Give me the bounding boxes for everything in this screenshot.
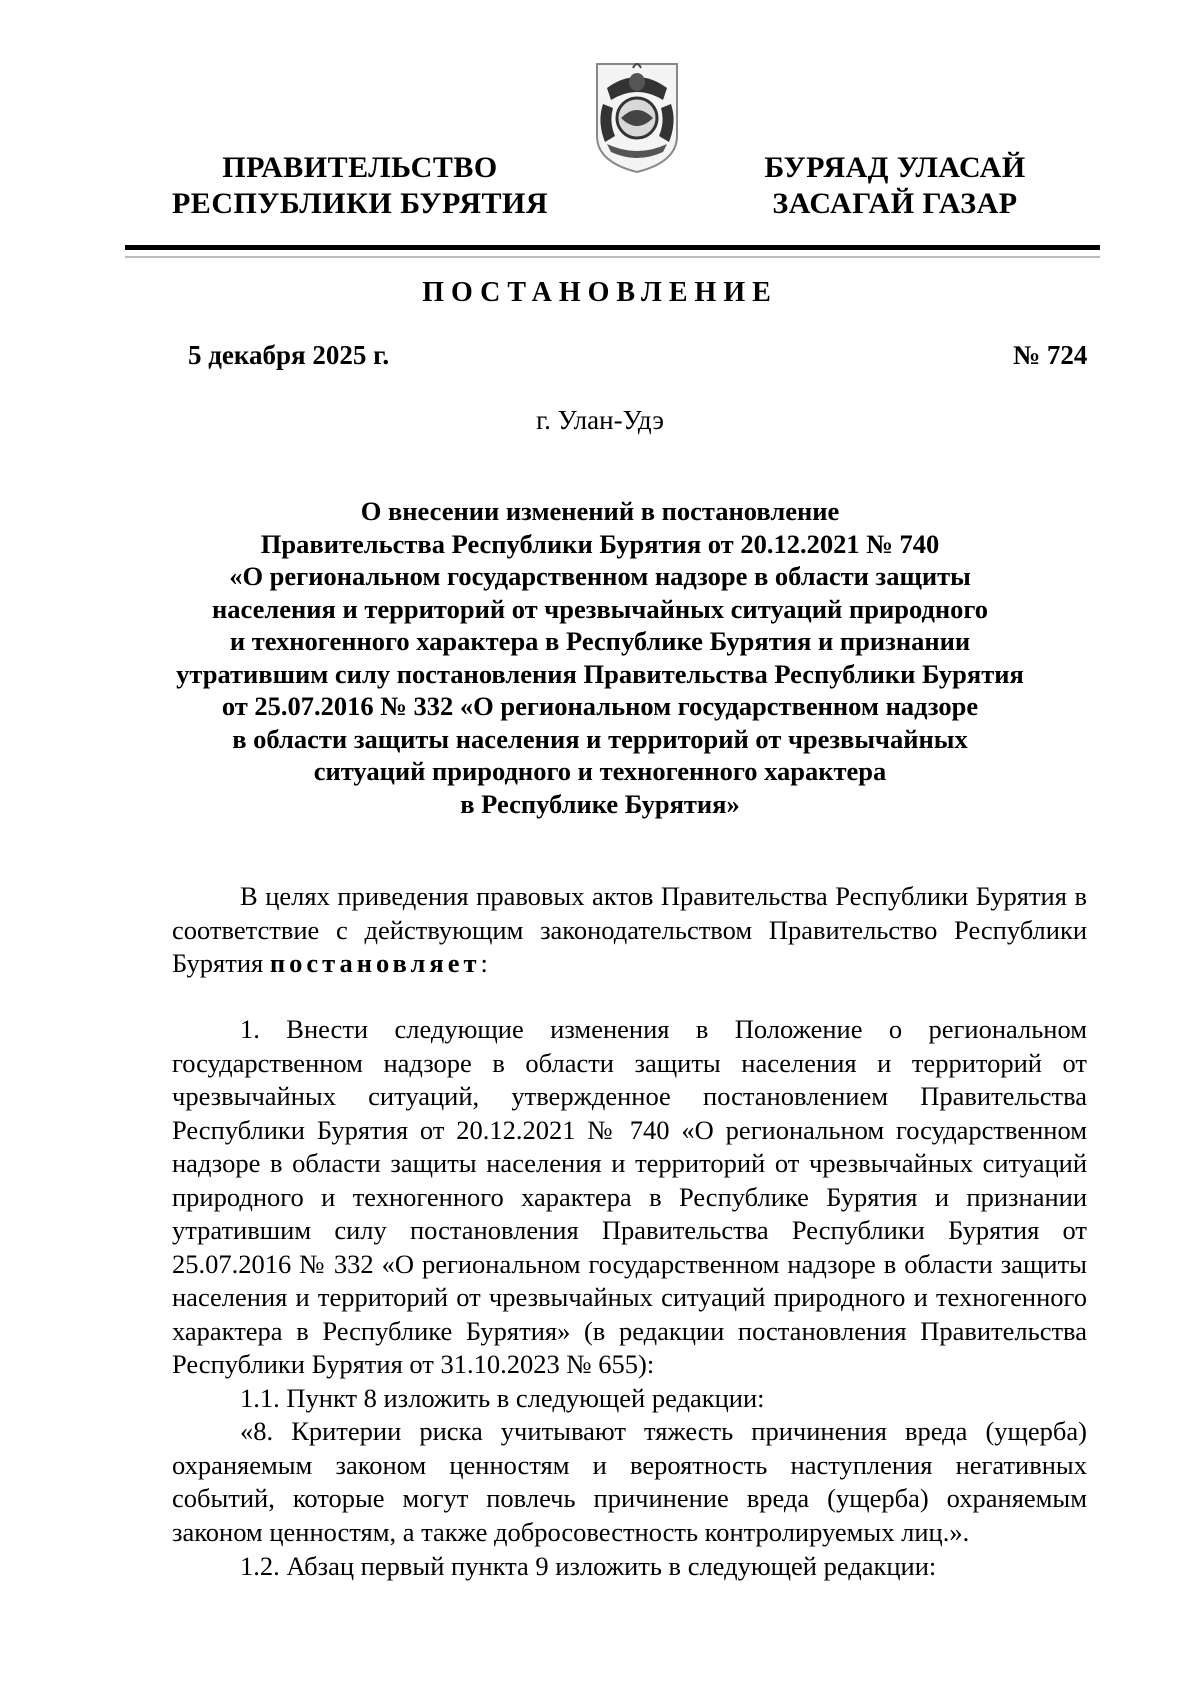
heading-line: в области защиты населения и территорий от чрезвычайных [232,723,968,754]
header-left-line1: ПРАВИТЕЛЬСТВО [222,151,498,184]
preamble-colon: : [480,948,488,978]
header-divider-thick [125,245,1100,250]
heading-line: и техногенного характера в Республике Бурятия и признании [229,626,971,656]
document-city: г. Улан-Удэ [536,405,664,435]
paragraph-1: 1. Внести следующие изменения в Положение о региональном государственном надзоре в области защиты населения и территорий от чрезвычайных ситуаций, утвержденное постановлением Правительства Республики Бурятия от 20.12.2021 № 740 «О региональном государственном надзоре в области защиты населения и территорий от чрезвычайных ситуаций природного и техногенного характера в Республике Бурятия и признании утратившим силу постановления Правительства Республики Бурятия от 25.07.2016 № 332 «О региональном государственном надзоре в области защиты населения и территорий от чрезвычайных ситуаций природного и техногенного характера в Республике Бурятия» (в редакции постановления Правительства Республики Бурятия от 31.10.2023 № 655): [172,1014,1087,1379]
heading-line: населения и территорий от чрезвычайных ситуаций природного [212,593,988,624]
document-number: № 724 [1013,340,1088,370]
coat-of-arms-icon [593,58,681,174]
paragraph-1-1-quote: «8. Критерии риска учитывают тяжесть причинения вреда (ущерба) охраняемым законом ценностям и вероятность наступления негативных событий, которые могут повлечь причинение вреда (ущерба) охраняемым законом ценностям, а также добросовестность контролируемых лиц.». [172,1416,1087,1547]
decree-word: постановляет [269,948,481,978]
heading-line: О внесении изменений в постановление [360,496,840,526]
heading-line: утратившим силу постановления Правительства Республики Бурятия [176,658,1024,689]
document-heading [140,495,1060,820]
heading-line: от 25.07.2016 № 332 «О региональном государственном надзоре [221,691,979,721]
header-right-line2: ЗАСАГАЙ ГАЗАР [772,187,1018,220]
heading-line: Правительства Республики Бурятия от 20.12.2021 № 740 [260,528,940,559]
preamble-paragraph [172,880,1087,981]
preamble-text: В целях приведения правовых актов Правительства Республики Бурятия в соответствие с действующим законодательством Правительство Республики Бурятия [172,881,1087,978]
header-left [160,150,560,222]
paragraph-1-2: 1.2. Абзац первый пункта 9 изложить в следующей редакции: [240,1551,937,1581]
document-type-title: ПОСТАНОВЛЕНИЕ [422,277,778,308]
heading-line: ситуаций природного и техногенного характера [313,756,887,786]
paragraph-1-1: 1.1. Пункт 8 изложить в следующей редакции: [240,1383,765,1413]
header-left-line2: РЕСПУБЛИКИ БУРЯТИЯ [171,187,549,220]
heading-line: «О региональном государственном надзоре в области защиты [229,561,971,591]
header-right-line1: БУРЯАД УЛАСАЙ [764,151,1026,184]
heading-line: в Республике Бурятия» [460,788,740,819]
header-divider-thin [125,256,1100,258]
header-right [735,150,1055,222]
document-date: 5 декабря 2025 г. [188,340,390,370]
